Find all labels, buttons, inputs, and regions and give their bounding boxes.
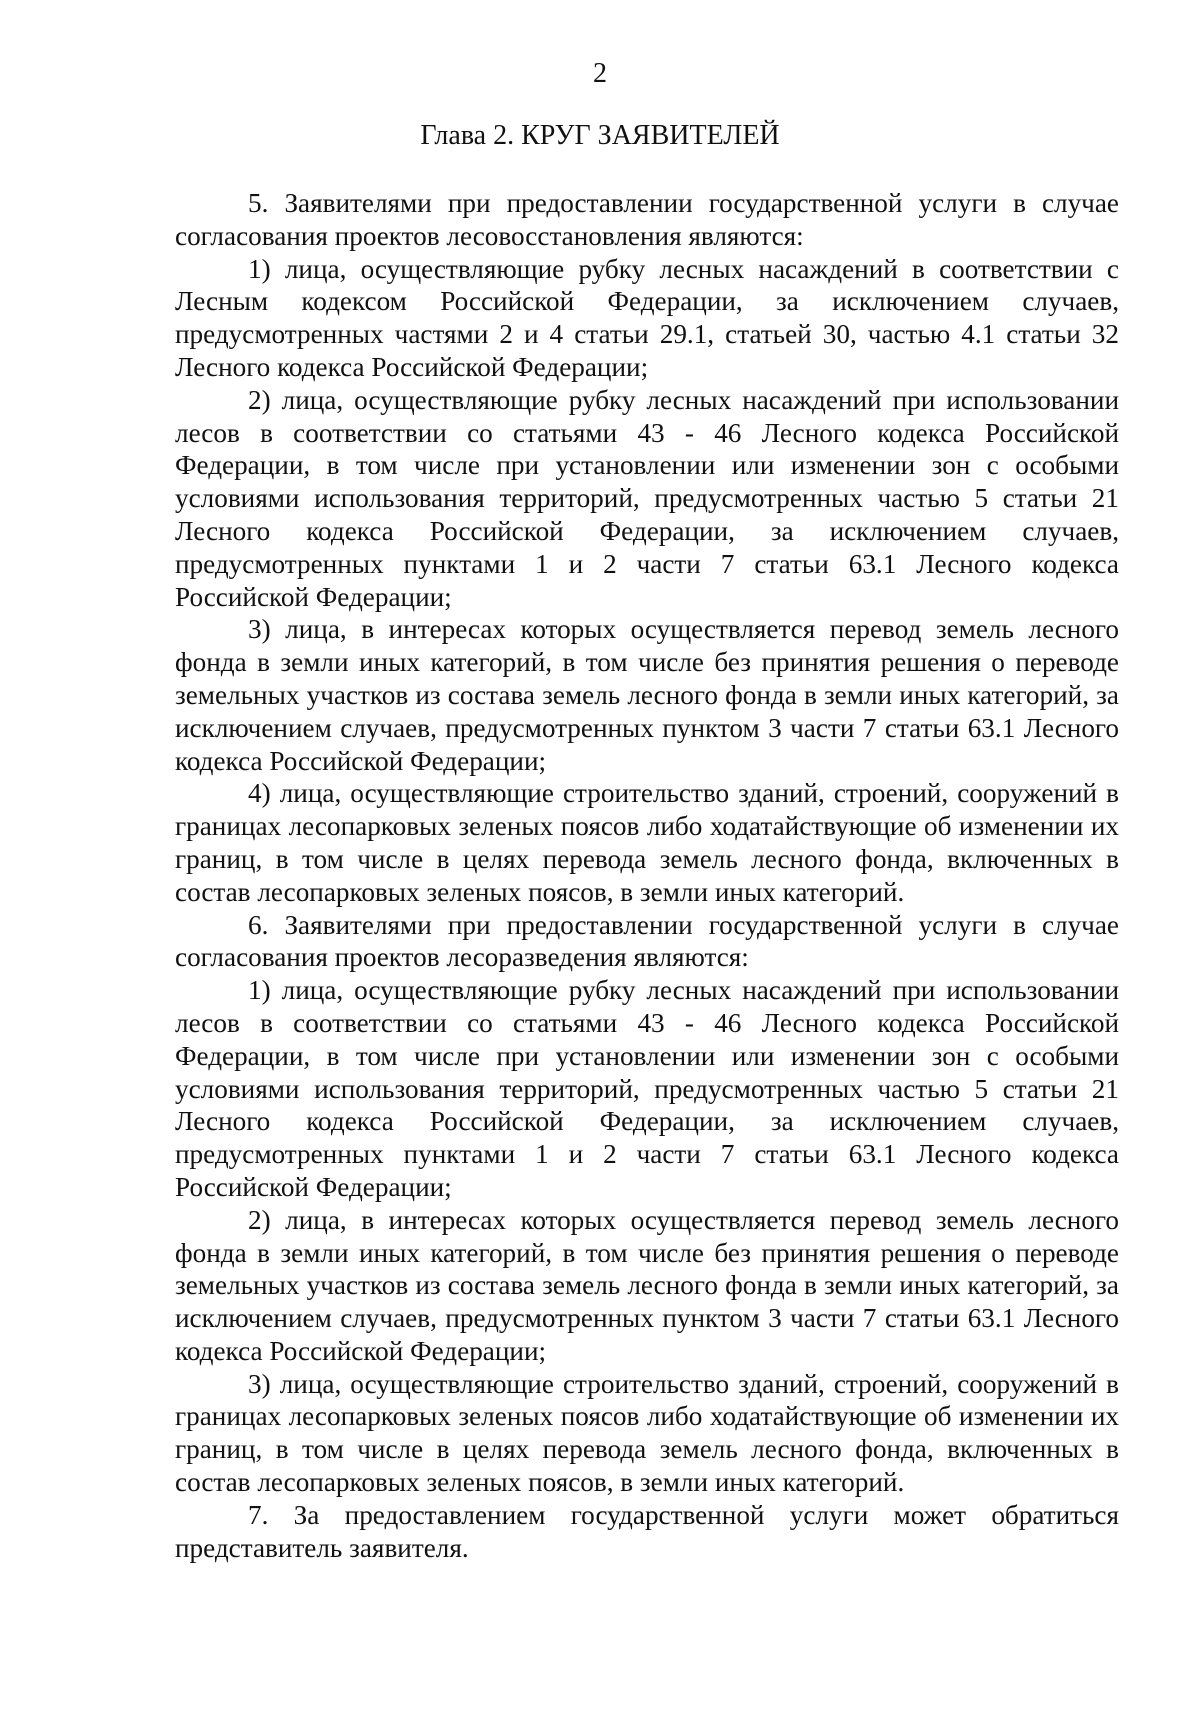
paragraph-5-item-1: 1) лица, осуществляющие рубку лесных насаждений в соответствии с Лесным кодексом Российской Федерации, за исключением случаев, предусмотренных частями 2 и 4 статьи 29.1, статьей 30, частью 4.1 статьи 32 Лесного кодекса Российской Федерации; xyxy=(175,253,1119,382)
paragraph-6-item-1: 1) лица, осуществляющие рубку лесных насаждений при использовании лесов в соответствии со статьями 43 - 46 Лесного кодекса Российской Федерации, в том числе при установлении или изменении зон с особыми условиями использования территорий, предусмотренных частью 5 статьи 21 Лесного кодекса Российской Федерации, за исключением случаев, предусмотренных пунктами 1 и 2 части 7 статьи 63.1 Лесного кодекса Российской Федерации; xyxy=(175,975,1119,1202)
paragraph-6-item-2: 2) лица, в интересах которых осуществляется перевод земель лесного фонда в земли иных категорий, в том числе без принятия решения о переводе земельных участков из состава земель лесного фонда в земли иных категорий, за исключением случаев, предусмотренных пунктом 3 части 7 статьи 63.1 Лесного кодекса Российской Федерации; xyxy=(175,1204,1119,1366)
paragraph-5-item-3: 3) лица, в интересах которых осуществляется перевод земель лесного фонда в земли иных категорий, в том числе без принятия решения о переводе земельных участков из состава земель лесного фонда в земли иных категорий, за исключением случаев, предусмотренных пунктом 3 части 7 статьи 63.1 Лесного кодекса Российской Федерации; xyxy=(175,614,1119,776)
paragraph-6: 6. Заявителями при предоставлении государственной услуги в случае согласования проектов лесоразведения являются: xyxy=(175,909,1119,973)
paragraph-5: 5. Заявителями при предоставлении государственной услуги в случае согласования проектов лесовосстановления являются: xyxy=(175,188,1119,251)
page-number: 2 xyxy=(593,58,607,89)
paragraph-5-item-4: 4) лица, осуществляющие строительство зданий, строений, сооружений в границах лесопарковых зеленых поясов либо ходатайствующие об изменении их границ, в том числе в целях перевода земель лесного фонда, включенных в состав лесопарковых зеленых поясов, в земли иных категорий. xyxy=(175,778,1119,907)
paragraph-6-item-3: 3) лица, осуществляющие строительство зданий, строений, сооружений в границах лесопарковых зеленых поясов либо ходатайствующие об изменении их границ, в том числе в целях перевода земель лесного фонда, включенных в состав лесопарковых зеленых поясов, в земли иных категорий. xyxy=(175,1368,1119,1498)
paragraph-7: 7. За предоставлением государственной услуги может обратиться представитель заявителя. xyxy=(175,1499,1119,1563)
paragraph-5-item-2: 2) лица, осуществляющие рубку лесных насаждений при использовании лесов в соответствии со статьями 43 - 46 Лесного кодекса Российской Федерации, в том числе при установлении или изменении зон с особыми условиями использования территорий, предусмотренных частью 5 статьи 21 Лесного кодекса Российской Федерации, за исключением случаев, предусмотренных пунктами 1 и 2 части 7 статьи 63.1 Лесного кодекса Российской Федерации; xyxy=(175,384,1119,612)
document-body xyxy=(175,187,1119,1564)
chapter-title: Глава 2. КРУГ ЗАЯВИТЕЛЕЙ xyxy=(420,120,780,151)
